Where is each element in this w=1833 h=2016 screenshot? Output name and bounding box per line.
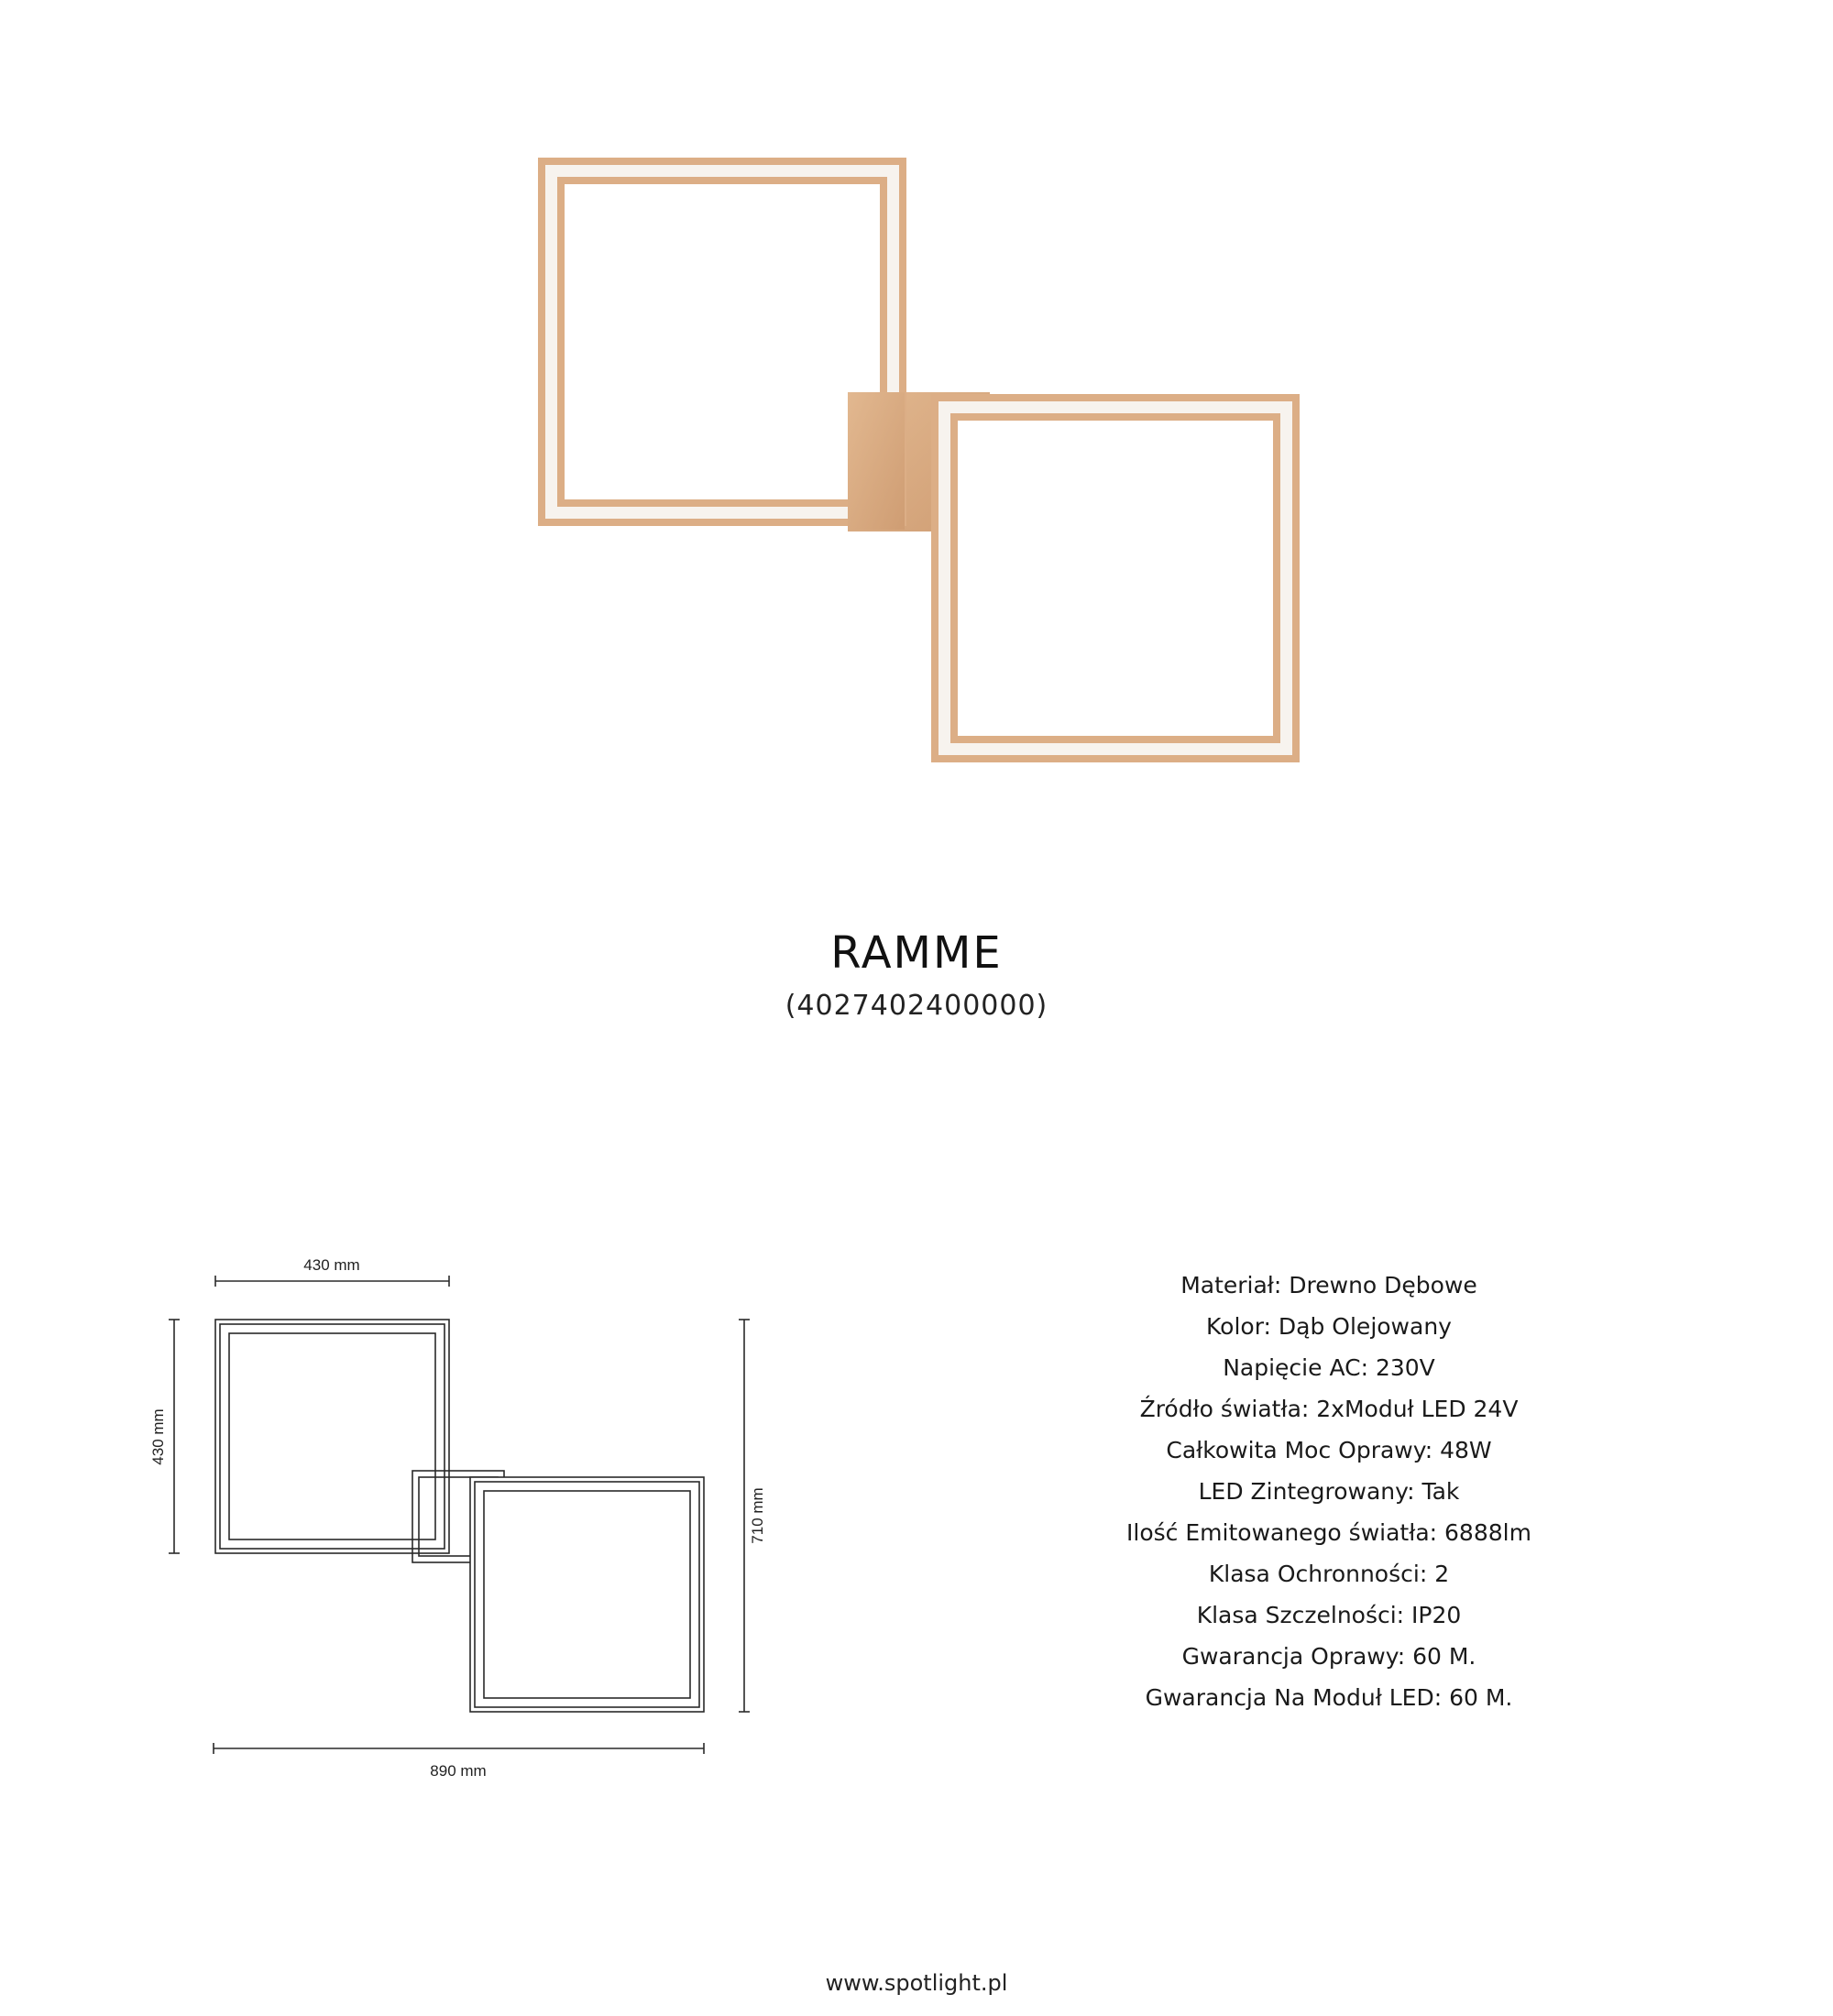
spec-item: LED Zintegrowany: Tak	[1198, 1478, 1460, 1505]
plate-front	[848, 392, 905, 530]
dim-label-right: 710 mm	[749, 1487, 766, 1544]
dim-line-bottom	[214, 1743, 704, 1754]
dim-line-top	[215, 1276, 449, 1287]
spec-item: Całkowita Moc Oprawy: 48W	[1166, 1437, 1492, 1463]
lower-frame	[931, 394, 1300, 762]
spec-item: Materiał: Drewno Dębowe	[1180, 1272, 1477, 1298]
footer-url: www.spotlight.pl	[825, 1970, 1008, 1996]
product-photo	[0, 0, 1833, 825]
dim-label-left: 430 mm	[149, 1408, 167, 1465]
product-name: RAMME	[830, 927, 1003, 979]
spec-item: Klasa Ochronności: 2	[1208, 1561, 1450, 1587]
spec-item: Ilość Emitowanego światła: 6888lm	[1126, 1519, 1531, 1546]
dim-label-top: 430 mm	[303, 1256, 360, 1274]
spec-item: Źródło światła: 2xModuł LED 24V	[1139, 1396, 1519, 1422]
spec-item: Napięcie AC: 230V	[1223, 1354, 1435, 1381]
spec-item: Gwarancja Na Moduł LED: 60 M.	[1145, 1684, 1513, 1711]
dimension-drawing	[0, 1228, 825, 1796]
product-code: (4027402400000)	[785, 990, 1048, 1022]
title-block	[0, 926, 1833, 1024]
dim-line-left	[169, 1320, 180, 1553]
spec-item: Klasa Szczelności: IP20	[1196, 1602, 1462, 1628]
spec-list	[1008, 1265, 1650, 1718]
spec-item: Gwarancja Oprawy: 60 M.	[1181, 1643, 1476, 1670]
spec-item: Kolor: Dąb Olejowany	[1206, 1313, 1452, 1340]
drawing-frame-upper	[215, 1320, 449, 1553]
drawing-frame-lower	[470, 1477, 704, 1712]
dim-label-bottom: 890 mm	[430, 1762, 487, 1780]
